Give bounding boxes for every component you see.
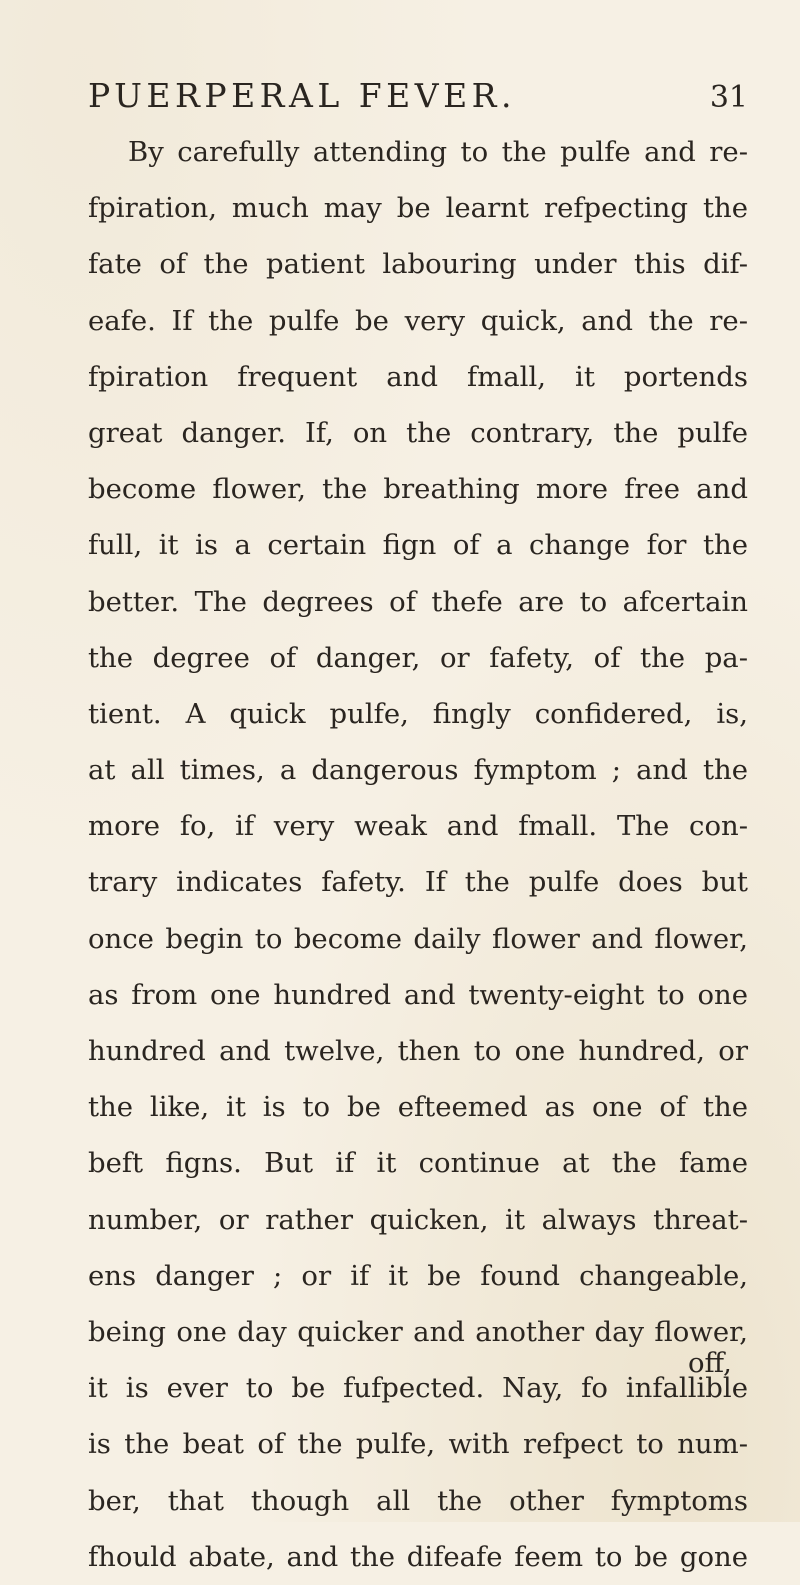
text-line: being one day quicker and another day flower, — [88, 1315, 748, 1348]
text-line: fpiration frequent and fmall, it portends — [88, 360, 748, 393]
text-line: great danger. If, on the contrary, the pulfe — [88, 416, 748, 449]
text-line: it is ever to be fufpected. Nay, fo infallible — [88, 1372, 748, 1405]
text-line: at all times, a dangerous fymptom ; and the — [88, 754, 748, 787]
text-line: more fo, if very weak and fmall. The con- — [88, 810, 748, 843]
running-title: PUERPERAL FEVER. — [88, 76, 516, 115]
text-line: full, it is a certain fign of a change for the — [88, 529, 748, 562]
text-line: as from one hundred and twenty-eight to one — [88, 978, 748, 1011]
page-number: 31 — [709, 80, 748, 115]
text-line: fpiration, much may be learnt refpecting the — [88, 192, 748, 225]
text-line: beft figns. But if it continue at the fame — [88, 1147, 748, 1180]
text-line: ber, that though all the other fymptoms — [88, 1484, 748, 1517]
text-line: better. The degrees of thefe are to afcertain — [88, 585, 748, 618]
text-line: number, or rather quicken, it always threat- — [88, 1203, 748, 1236]
text-line: fhould abate, and the difeafe feem to be gone — [88, 1540, 748, 1573]
text-line: tient. A quick pulfe, fingly confidered, is, — [88, 697, 748, 730]
running-head — [88, 72, 748, 120]
text-line: is the beat of the pulfe, with refpect to num- — [88, 1428, 748, 1461]
text-line: the degree of danger, or fafety, of the pa- — [88, 641, 748, 674]
text-line: By carefully attending to the pulfe and re- — [128, 136, 748, 168]
body-text — [88, 124, 748, 1585]
text-line: once begin to become daily flower and flower, — [88, 922, 748, 955]
text-line: become flower, the breathing more free and — [88, 473, 748, 506]
text-line: trary indicates fafety. If the pulfe does but — [88, 866, 748, 899]
text-line: the like, it is to be efteemed as one of the — [88, 1091, 748, 1124]
text-line: fate of the patient labouring under this dif- — [88, 248, 748, 281]
catchword: off, — [688, 1347, 732, 1379]
text-line: hundred and twelve, then to one hundred, or — [88, 1035, 748, 1067]
text-line: eafe. If the pulfe be very quick, and the re- — [88, 304, 748, 337]
text-line: ens danger ; or if it be found changeable, — [88, 1259, 748, 1292]
